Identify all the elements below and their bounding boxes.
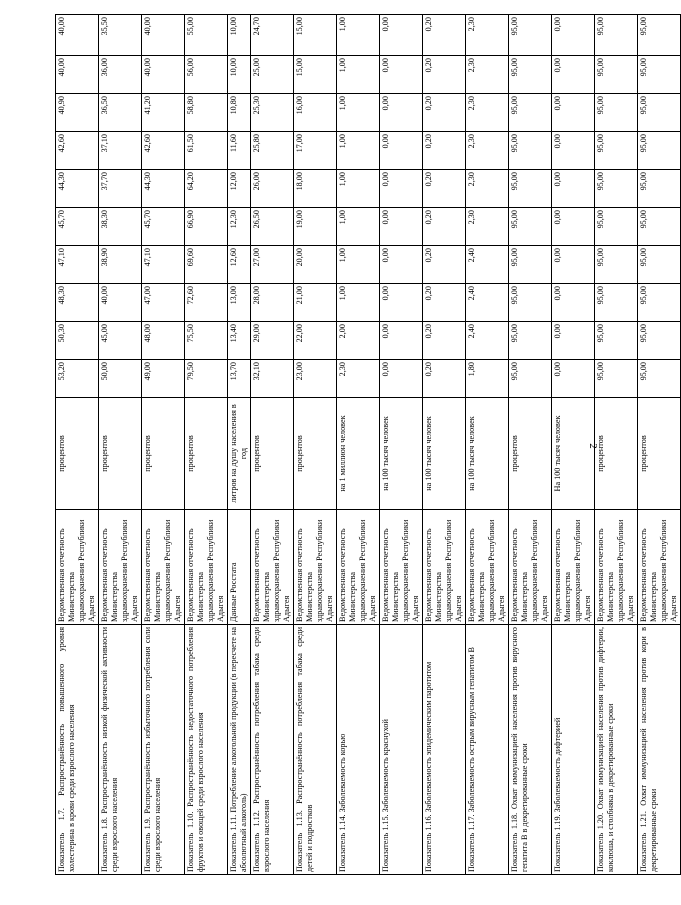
value-cell: 0,00 bbox=[380, 132, 423, 170]
value-cell: 27,00 bbox=[251, 246, 294, 284]
value-cell: 2,30 bbox=[466, 132, 509, 170]
value-cell: 22,00 bbox=[294, 322, 337, 360]
indicator-cell: Показатель 1.10. Распространённость недостаточного потребления фруктов и овощей среди взрослого населения bbox=[185, 625, 228, 875]
unit-cell: на 1 миллион человек bbox=[337, 398, 380, 510]
source-cell: Ведомственная отчетность Министерства здравоохранения Республики Адыгея bbox=[595, 510, 638, 625]
value-cell: 25,30 bbox=[251, 94, 294, 132]
table-row bbox=[595, 15, 638, 875]
value-cell: 95,00 bbox=[638, 246, 681, 284]
value-cell: 95,00 bbox=[638, 94, 681, 132]
value-cell: 0,00 bbox=[552, 15, 595, 56]
table-row bbox=[638, 15, 681, 875]
value-cell: 45,70 bbox=[142, 208, 185, 246]
value-cell: 41,20 bbox=[142, 94, 185, 132]
value-cell: 2,00 bbox=[337, 322, 380, 360]
value-cell: 37,70 bbox=[99, 170, 142, 208]
value-cell: 25,80 bbox=[251, 132, 294, 170]
table-row bbox=[466, 15, 509, 875]
source-cell: Ведомственная отчетность Министерства здравоохранения Республики Адыгея bbox=[251, 510, 294, 625]
table-row bbox=[423, 15, 466, 875]
value-cell: 95,00 bbox=[509, 208, 552, 246]
value-cell: 49,00 bbox=[142, 360, 185, 398]
indicator-cell: Показатель 1.14. Заболеваемость корью bbox=[337, 625, 380, 875]
value-cell: 95,00 bbox=[595, 132, 638, 170]
table-row bbox=[294, 15, 337, 875]
value-cell: 95,00 bbox=[638, 284, 681, 322]
unit-cell: процентов bbox=[142, 398, 185, 510]
value-cell: 35,50 bbox=[99, 15, 142, 56]
value-cell: 95,00 bbox=[638, 132, 681, 170]
value-cell: 64,20 bbox=[185, 170, 228, 208]
value-cell: 37,10 bbox=[99, 132, 142, 170]
value-cell: 53,20 bbox=[56, 360, 99, 398]
value-cell: 95,00 bbox=[638, 360, 681, 398]
value-cell: 95,00 bbox=[509, 322, 552, 360]
indicators-table bbox=[55, 14, 681, 875]
value-cell: 11,60 bbox=[228, 132, 251, 170]
value-cell: 20,00 bbox=[294, 246, 337, 284]
value-cell: 13,70 bbox=[228, 360, 251, 398]
value-cell: 55,00 bbox=[185, 15, 228, 56]
value-cell: 0,00 bbox=[552, 246, 595, 284]
unit-cell: процентов bbox=[56, 398, 99, 510]
table-row bbox=[185, 15, 228, 875]
value-cell: 2,30 bbox=[337, 360, 380, 398]
value-cell: 0,20 bbox=[423, 284, 466, 322]
value-cell: 25,00 bbox=[251, 56, 294, 94]
value-cell: 15,00 bbox=[294, 56, 337, 94]
indicator-cell: Показатель 1.15. Заболеваемость краснухой bbox=[380, 625, 423, 875]
source-cell: Ведомственная отчетность Министерства здравоохранения Республики Адыгея bbox=[337, 510, 380, 625]
value-cell: 2,40 bbox=[466, 284, 509, 322]
value-cell: 42,60 bbox=[142, 132, 185, 170]
value-cell: 95,00 bbox=[509, 56, 552, 94]
value-cell: 95,00 bbox=[509, 94, 552, 132]
value-cell: 12,00 bbox=[228, 170, 251, 208]
value-cell: 40,00 bbox=[142, 56, 185, 94]
value-cell: 50,30 bbox=[56, 322, 99, 360]
value-cell: 1,80 bbox=[466, 360, 509, 398]
value-cell: 2,40 bbox=[466, 322, 509, 360]
value-cell: 21,00 bbox=[294, 284, 337, 322]
value-cell: 95,00 bbox=[638, 15, 681, 56]
value-cell: 36,00 bbox=[99, 56, 142, 94]
value-cell: 42,60 bbox=[56, 132, 99, 170]
value-cell: 1,00 bbox=[337, 94, 380, 132]
indicator-cell: Показатель 1.8. Распространённость низкой физической активности среди взрослого населения bbox=[99, 625, 142, 875]
value-cell: 75,50 bbox=[185, 322, 228, 360]
value-cell: 95,00 bbox=[595, 15, 638, 56]
value-cell: 0,00 bbox=[380, 94, 423, 132]
value-cell: 95,00 bbox=[638, 322, 681, 360]
value-cell: 95,00 bbox=[595, 246, 638, 284]
value-cell: 40,00 bbox=[56, 56, 99, 94]
value-cell: 0,00 bbox=[380, 246, 423, 284]
value-cell: 12,60 bbox=[228, 246, 251, 284]
value-cell: 47,10 bbox=[56, 246, 99, 284]
value-cell: 1,00 bbox=[337, 208, 380, 246]
value-cell: 95,00 bbox=[595, 360, 638, 398]
table-row bbox=[56, 15, 99, 875]
value-cell: 45,70 bbox=[56, 208, 99, 246]
value-cell: 95,00 bbox=[595, 170, 638, 208]
value-cell: 95,00 bbox=[509, 246, 552, 284]
value-cell: 47,00 bbox=[142, 284, 185, 322]
value-cell: 38,30 bbox=[99, 208, 142, 246]
unit-cell: литров на душу населения в год bbox=[228, 398, 251, 510]
value-cell: 2,30 bbox=[466, 94, 509, 132]
value-cell: 95,00 bbox=[509, 284, 552, 322]
indicator-cell: Показатель 1.11. Потребление алкогольной продукции (в пересчете на абсолютный алкоголь) bbox=[228, 625, 251, 875]
value-cell: 44,30 bbox=[142, 170, 185, 208]
value-cell: 58,80 bbox=[185, 94, 228, 132]
value-cell: 95,00 bbox=[595, 208, 638, 246]
indicator-cell: Показатель 1.17. Заболеваемость острым вирусным гепатитом В bbox=[466, 625, 509, 875]
value-cell: 0,00 bbox=[380, 170, 423, 208]
value-cell: 95,00 bbox=[638, 208, 681, 246]
value-cell: 0,00 bbox=[380, 208, 423, 246]
source-cell: Ведомственная отчетность Министерства здравоохранения Республики Адыгея bbox=[466, 510, 509, 625]
value-cell: 10,00 bbox=[228, 56, 251, 94]
value-cell: 40,90 bbox=[56, 94, 99, 132]
value-cell: 2,40 bbox=[466, 246, 509, 284]
table-row bbox=[142, 15, 185, 875]
value-cell: 0,20 bbox=[423, 132, 466, 170]
value-cell: 1,00 bbox=[337, 132, 380, 170]
indicator-cell: Показатель 1.18. Охват иммунизацией населения против вирусного гепатита В в декретированные сроки bbox=[509, 625, 552, 875]
value-cell: 29,00 bbox=[251, 322, 294, 360]
value-cell: 2,30 bbox=[466, 15, 509, 56]
source-cell: Ведомственная отчетность Министерства здравоохранения Республики Адыгея bbox=[423, 510, 466, 625]
indicator-cell: Показатель 1.7. Распространённость повышенного уровня холестерина в крови среди взрослого населения bbox=[56, 625, 99, 875]
value-cell: 66,90 bbox=[185, 208, 228, 246]
value-cell: 0,20 bbox=[423, 56, 466, 94]
value-cell: 0,00 bbox=[552, 360, 595, 398]
source-cell: Ведомственная отчетность Министерства здравоохранения Республики Адыгея bbox=[56, 510, 99, 625]
value-cell: 26,00 bbox=[251, 170, 294, 208]
unit-cell: процентов bbox=[595, 398, 638, 510]
value-cell: 1,00 bbox=[337, 284, 380, 322]
table-row bbox=[99, 15, 142, 875]
value-cell: 44,30 bbox=[56, 170, 99, 208]
value-cell: 0,00 bbox=[552, 94, 595, 132]
indicator-cell: Показатель 1.20. Охват иммунизацией населения против дифтерии, коклюша, и столбняка в декретированные сроки bbox=[595, 625, 638, 875]
value-cell: 0,20 bbox=[423, 94, 466, 132]
value-cell: 48,30 bbox=[56, 284, 99, 322]
value-cell: 0,00 bbox=[380, 56, 423, 94]
value-cell: 40,00 bbox=[56, 15, 99, 56]
value-cell: 10,80 bbox=[228, 94, 251, 132]
value-cell: 17,00 bbox=[294, 132, 337, 170]
value-cell: 13,40 bbox=[228, 322, 251, 360]
value-cell: 45,00 bbox=[99, 322, 142, 360]
value-cell: 47,10 bbox=[142, 246, 185, 284]
value-cell: 40,00 bbox=[99, 284, 142, 322]
value-cell: 0,00 bbox=[552, 322, 595, 360]
value-cell: 0,00 bbox=[552, 284, 595, 322]
value-cell: 61,50 bbox=[185, 132, 228, 170]
source-cell: Ведомственная отчетность Министерства здравоохранения Республики Адыгея bbox=[380, 510, 423, 625]
value-cell: 95,00 bbox=[595, 322, 638, 360]
value-cell: 0,00 bbox=[552, 56, 595, 94]
source-cell: Ведомственная отчетность Министерства здравоохранения Республики Адыгея bbox=[185, 510, 228, 625]
value-cell: 38,90 bbox=[99, 246, 142, 284]
value-cell: 0,00 bbox=[552, 208, 595, 246]
value-cell: 1,00 bbox=[337, 56, 380, 94]
value-cell: 2,30 bbox=[466, 56, 509, 94]
value-cell: 0,00 bbox=[380, 284, 423, 322]
value-cell: 13,00 bbox=[228, 284, 251, 322]
unit-cell: На 100 тысяч человек bbox=[552, 398, 595, 510]
value-cell: 23,00 bbox=[294, 360, 337, 398]
source-cell: Ведомственная отчетность Министерства здравоохранения Республики Адыгея bbox=[509, 510, 552, 625]
value-cell: 95,00 bbox=[509, 360, 552, 398]
value-cell: 95,00 bbox=[509, 15, 552, 56]
value-cell: 0,20 bbox=[423, 15, 466, 56]
unit-cell: процентов bbox=[251, 398, 294, 510]
indicator-cell: Показатель 1.21. Охват иммунизацией населения против кори в декретированные сроки bbox=[638, 625, 681, 875]
value-cell: 0,00 bbox=[380, 15, 423, 56]
value-cell: 0,00 bbox=[552, 132, 595, 170]
unit-cell: на 100 тысяч человек bbox=[423, 398, 466, 510]
value-cell: 1,00 bbox=[337, 170, 380, 208]
source-cell: Данные Росстата bbox=[228, 510, 251, 625]
source-cell: Ведомственная отчетность Министерства здравоохранения Республики Адыгея bbox=[552, 510, 595, 625]
value-cell: 95,00 bbox=[509, 132, 552, 170]
value-cell: 95,00 bbox=[638, 170, 681, 208]
value-cell: 95,00 bbox=[595, 94, 638, 132]
value-cell: 16,00 bbox=[294, 94, 337, 132]
table-row bbox=[337, 15, 380, 875]
value-cell: 0,00 bbox=[380, 322, 423, 360]
page-number: 2 bbox=[586, 443, 599, 449]
value-cell: 0,20 bbox=[423, 170, 466, 208]
unit-cell: процентов bbox=[509, 398, 552, 510]
source-cell: Ведомственная отчетность Министерства здравоохранения Республики Адыгея bbox=[294, 510, 337, 625]
value-cell: 95,00 bbox=[638, 56, 681, 94]
indicator-cell: Показатель 1.19. Заболеваемость дифтерией bbox=[552, 625, 595, 875]
source-cell: Ведомственная отчетность Министерства здравоохранения Республики Адыгея bbox=[99, 510, 142, 625]
indicator-cell: Показатель 1.16. Заболеваемость эпидемическим паротитом bbox=[423, 625, 466, 875]
value-cell: 0,20 bbox=[423, 322, 466, 360]
indicator-cell: Показатель 1.12. Распространённость потребления табака среди взрослого населения bbox=[251, 625, 294, 875]
source-cell: Ведомственная отчетность Министерства здравоохранения Республики Адыгея bbox=[638, 510, 681, 625]
value-cell: 95,00 bbox=[509, 170, 552, 208]
value-cell: 36,50 bbox=[99, 94, 142, 132]
unit-cell: на 100 тысяч человек bbox=[466, 398, 509, 510]
value-cell: 10,00 bbox=[228, 15, 251, 56]
unit-cell: на 100 тысяч человек bbox=[380, 398, 423, 510]
table-row bbox=[552, 15, 595, 875]
value-cell: 1,00 bbox=[337, 246, 380, 284]
value-cell: 24,70 bbox=[251, 15, 294, 56]
value-cell: 0,20 bbox=[423, 208, 466, 246]
table-row bbox=[228, 15, 251, 875]
indicator-cell: Показатель 1.9. Распространённость избыточного потребления соли среди взрослого населения bbox=[142, 625, 185, 875]
table-body bbox=[56, 15, 681, 875]
value-cell: 95,00 bbox=[595, 284, 638, 322]
value-cell: 79,50 bbox=[185, 360, 228, 398]
unit-cell: процентов bbox=[185, 398, 228, 510]
rotated-table-container bbox=[55, 15, 678, 875]
value-cell: 1,00 bbox=[337, 15, 380, 56]
value-cell: 26,50 bbox=[251, 208, 294, 246]
unit-cell: процентов bbox=[638, 398, 681, 510]
value-cell: 2,30 bbox=[466, 208, 509, 246]
value-cell: 0,00 bbox=[380, 360, 423, 398]
value-cell: 15,00 bbox=[294, 15, 337, 56]
unit-cell: процентов bbox=[99, 398, 142, 510]
table-row bbox=[509, 15, 552, 875]
value-cell: 18,00 bbox=[294, 170, 337, 208]
unit-cell: процентов bbox=[294, 398, 337, 510]
value-cell: 50,00 bbox=[99, 360, 142, 398]
value-cell: 28,00 bbox=[251, 284, 294, 322]
indicator-cell: Показатель 1.13. Распространённость потребления табака среди детей и подростков bbox=[294, 625, 337, 875]
value-cell: 32,10 bbox=[251, 360, 294, 398]
value-cell: 0,00 bbox=[552, 170, 595, 208]
table-row bbox=[380, 15, 423, 875]
value-cell: 72,60 bbox=[185, 284, 228, 322]
value-cell: 56,00 bbox=[185, 56, 228, 94]
table-row bbox=[251, 15, 294, 875]
value-cell: 0,20 bbox=[423, 360, 466, 398]
value-cell: 69,60 bbox=[185, 246, 228, 284]
value-cell: 95,00 bbox=[595, 56, 638, 94]
value-cell: 48,00 bbox=[142, 322, 185, 360]
value-cell: 19,00 bbox=[294, 208, 337, 246]
value-cell: 0,20 bbox=[423, 246, 466, 284]
value-cell: 40,00 bbox=[142, 15, 185, 56]
value-cell: 2,30 bbox=[466, 170, 509, 208]
source-cell: Ведомственная отчетность Министерства здравоохранения Республики Адыгея bbox=[142, 510, 185, 625]
value-cell: 12,30 bbox=[228, 208, 251, 246]
